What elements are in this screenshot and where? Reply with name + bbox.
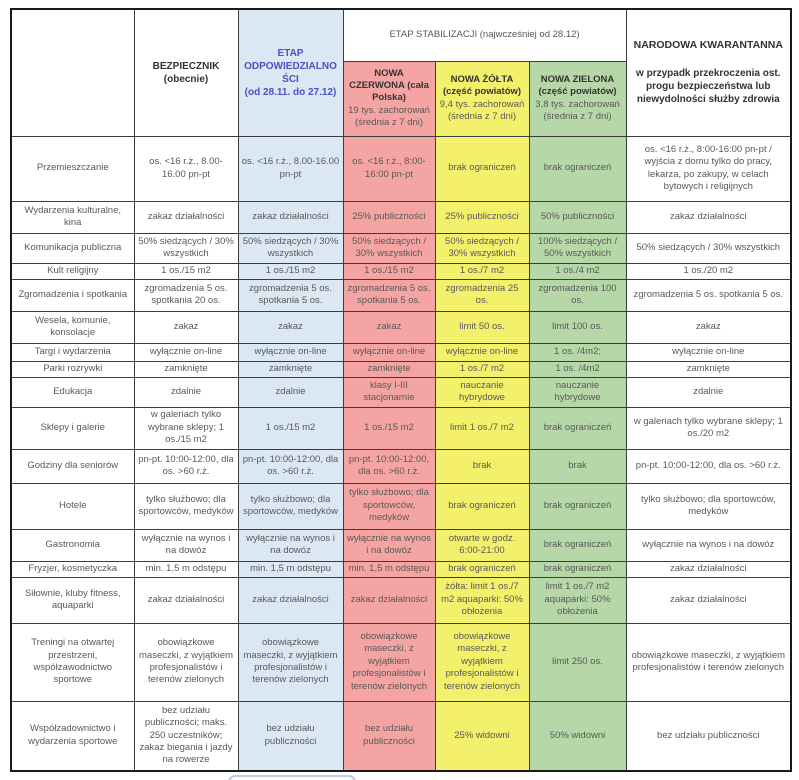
- cell: brak ograniczeń: [435, 561, 529, 577]
- corner-cell: [11, 9, 134, 136]
- col-header-narodowa-kwarantanna: [626, 9, 791, 136]
- cell: min. 1,5 m odstępu: [343, 561, 435, 577]
- col-header-etap-odpowiedzialnosci: [238, 9, 343, 136]
- cell: wyłącznie na wynos i na dowóz: [238, 529, 343, 561]
- cell: 1 os./7 m2: [435, 263, 529, 279]
- table-row: [11, 201, 791, 233]
- cell: bez udziału publiczności; maks. 250 uczestników; zakaz biegania i jazdy na rowerze: [134, 701, 238, 771]
- cell: os. <16 r.ż., 8.00-16.00 pn-pt: [238, 136, 343, 201]
- col-header-etap-stabilizacji: ETAP STABILIZACJI (najwcześniej od 28.12): [343, 9, 626, 61]
- zielona-sub: 3,8 tys. zachorowań (średnia z 7 dni): [535, 98, 620, 122]
- table-row: [11, 233, 791, 263]
- table-row: [11, 529, 791, 561]
- cell: zgromadzenia 100 os.: [529, 279, 626, 311]
- cell: zdalnie: [238, 377, 343, 407]
- selection-artifact: [228, 775, 356, 780]
- row-label: Godziny dla seniorów: [11, 449, 134, 483]
- cell: obowiązkowe maseczki, z wyjątkiem profesjonalistów i terenów zielonych: [343, 623, 435, 701]
- cell: zakaz działalności: [626, 577, 791, 623]
- row-label: Komunikacja publiczna: [11, 233, 134, 263]
- cell: brak: [529, 449, 626, 483]
- cell: 25% widowni: [435, 701, 529, 771]
- cell: 50% siedzących / 30% wszystkich: [238, 233, 343, 263]
- cell: obowiązkowe maseczki, z wyjątkiem profesjonalistów i terenów zielonych: [238, 623, 343, 701]
- cell: 1 os./15 m2: [238, 263, 343, 279]
- row-label: Wesela, komunie, konsolacje: [11, 311, 134, 343]
- cell: 50% siedzących / 30% wszystkich: [626, 233, 791, 263]
- row-label: Parki rozrywki: [11, 361, 134, 377]
- narodowa-sub: w przypadk przekroczenia ost. progu bezpieczeństwa lub niewydolności służby zdrowia: [636, 68, 781, 106]
- cell: 1 os./15 m2: [343, 263, 435, 279]
- narodowa-title: NARODOWA KWARANTANNA: [633, 39, 783, 52]
- cell: wyłącznie on-line: [238, 343, 343, 361]
- cell: zamknięte: [343, 361, 435, 377]
- cell: limit 100 os.: [529, 311, 626, 343]
- cell: zakaz działalności: [134, 201, 238, 233]
- cell: limit 1 os./7 m2: [435, 407, 529, 449]
- cell: nauczanie hybrydowe: [529, 377, 626, 407]
- cell: bez udziału publiczności: [343, 701, 435, 771]
- cell: zdalnie: [134, 377, 238, 407]
- cell: 25% publiczności: [343, 201, 435, 233]
- cell: wyłącznie on-line: [626, 343, 791, 361]
- table-row: [11, 136, 791, 201]
- cell: limit 1 os./7 m2 aquaparki: 50% obłożenia: [529, 577, 626, 623]
- cell: brak ograniczeń: [529, 529, 626, 561]
- cell: zakaz działalności: [238, 577, 343, 623]
- zielona-title: NOWA ZIELONA (część powiatów): [538, 73, 617, 98]
- table-row: [11, 623, 791, 701]
- cell: w galeriach tylko wybrane sklepy; 1 os./20 m2: [626, 407, 791, 449]
- cell: brak ograniczeń: [435, 136, 529, 201]
- cell: zakaz: [343, 311, 435, 343]
- table-row: [11, 343, 791, 361]
- cell: zdalnie: [626, 377, 791, 407]
- cell: brak: [435, 449, 529, 483]
- cell: wyłącznie na wynos i na dowóz: [626, 529, 791, 561]
- cell: wyłącznie on-line: [343, 343, 435, 361]
- row-label: Siłownie, kluby fitness, aquaparki: [11, 577, 134, 623]
- table-row: [11, 263, 791, 279]
- cell: zamknięte: [626, 361, 791, 377]
- table-row: [11, 279, 791, 311]
- cell: brak ograniczeń: [529, 483, 626, 529]
- cell: 1 os./20 m2: [626, 263, 791, 279]
- cell: zakaz działalności: [343, 577, 435, 623]
- table-row: [11, 377, 791, 407]
- cell: 100% siedzących / 50% wszystkich: [529, 233, 626, 263]
- cell: tylko służbowo; dla sportowców, medyków: [626, 483, 791, 529]
- cell: zakaz: [626, 311, 791, 343]
- row-label: Fryzjer, kosmetyczka: [11, 561, 134, 577]
- row-label: Hotele: [11, 483, 134, 529]
- czerwona-title: NOWA CZERWONA (cała Polska): [349, 67, 429, 104]
- cell: min. 1,5 m odstępu: [134, 561, 238, 577]
- cell: zamknięte: [134, 361, 238, 377]
- table-row: [11, 577, 791, 623]
- cell: 1 os./4 m2: [529, 263, 626, 279]
- cell: brak ograniczeń: [435, 483, 529, 529]
- cell: 1 os./7 m2: [435, 361, 529, 377]
- cell: brak ograniczeń: [529, 136, 626, 201]
- table-row: [11, 311, 791, 343]
- row-label: Przemieszczanie: [11, 136, 134, 201]
- cell: klasy I-III stacjonarnie: [343, 377, 435, 407]
- table-row: [11, 483, 791, 529]
- cell: 50% siedzących / 30% wszystkich: [343, 233, 435, 263]
- cell: zakaz: [238, 311, 343, 343]
- cell: limit 250 os.: [529, 623, 626, 701]
- cell: obowiązkowe maseczki, z wyjątkiem profesjonalistów i terenów zielonych: [626, 623, 791, 701]
- cell: 50% widowni: [529, 701, 626, 771]
- cell: zakaz działalności: [626, 561, 791, 577]
- cell: 50% publiczności: [529, 201, 626, 233]
- cell: wyłącznie na wynos i na dowóz: [134, 529, 238, 561]
- cell: pn-pt. 10:00-12:00, dla os. >60 r.ż.: [238, 449, 343, 483]
- cell: 1 os./15 m2: [134, 263, 238, 279]
- cell: obowiązkowe maseczki, z wyjątkiem profesjonalistów i terenów zielonych: [134, 623, 238, 701]
- etap-odp-title: ETAP ODPOWIEDZIALNOŚCI: [244, 47, 337, 85]
- cell: zgromadzenia 5 os. spotkania 5 os.: [343, 279, 435, 311]
- cell: zakaz działalności: [134, 577, 238, 623]
- cell: 50% siedzących / 30% wszystkich: [435, 233, 529, 263]
- cell: min. 1,5 m odstępu: [238, 561, 343, 577]
- cell: wyłącznie on-line: [134, 343, 238, 361]
- cell: limit 50 os.: [435, 311, 529, 343]
- cell: brak ograniczeń: [529, 561, 626, 577]
- row-label: Gastronomia: [11, 529, 134, 561]
- zone-header-czerwona: [343, 61, 435, 136]
- row-label: Wydarzenia kulturalne, kina: [11, 201, 134, 233]
- cell: 1 os. /4m2;: [529, 343, 626, 361]
- table-row: [11, 701, 791, 771]
- cell: tylko służbowo; dla sportowców, medyków: [343, 483, 435, 529]
- cell: bez udziału publiczności: [626, 701, 791, 771]
- row-label: Edukacja: [11, 377, 134, 407]
- restrictions-table: [10, 8, 792, 772]
- cell: 1 os./15 m2: [343, 407, 435, 449]
- table-row: [11, 361, 791, 377]
- cell: pn-pt. 10:00-12:00, dla os. >60 r.ż.: [343, 449, 435, 483]
- cell: zgromadzenia 5 os. spotkania 20 os.: [134, 279, 238, 311]
- cell: zgromadzenia 25 os.: [435, 279, 529, 311]
- row-label: Kult religijny: [11, 263, 134, 279]
- cell: os. <16 r.ż., 8:00-16:00 pn-pt / wyjścia z domu tylko do pracy, lekarza, po zakupy, w celach bytowych i religijnych: [626, 136, 791, 201]
- zone-header-zielona: [529, 61, 626, 136]
- cell: 1 os./15 m2: [238, 407, 343, 449]
- cell: wyłącznie na wynos i na dowóz: [343, 529, 435, 561]
- row-label: Targi i wydarzenia: [11, 343, 134, 361]
- cell: tylko służbowo; dla sportowców, medyków: [238, 483, 343, 529]
- cell: bez udziału publiczności: [238, 701, 343, 771]
- cell: zgromadzenia 5 os. spotkania 5 os.: [626, 279, 791, 311]
- cell: pn-pt. 10:00-12:00, dla os. >60 r.ż.: [626, 449, 791, 483]
- cell: wyłącznie on-line: [435, 343, 529, 361]
- cell: zakaz działalności: [626, 201, 791, 233]
- cell: w galeriach tylko wybrane sklepy; 1 os./15 m2: [134, 407, 238, 449]
- cell: os. <16 r.ż., 8:00-16:00 pn-pt: [343, 136, 435, 201]
- cell: 25% publiczności: [435, 201, 529, 233]
- bezpiecznik-sub: (obecnie): [163, 73, 209, 85]
- zone-header-zolta: [435, 61, 529, 136]
- cell: pn-pt. 10:00-12:00, dla os. >60 r.ż.: [134, 449, 238, 483]
- cell: zgromadzenia 5 os. spotkania 5 os.: [238, 279, 343, 311]
- header-row-1: [11, 9, 791, 61]
- col-header-bezpiecznik: [134, 9, 238, 136]
- cell: zamknięte: [238, 361, 343, 377]
- etap-odp-sub: (od 28.11. do 27.12): [244, 86, 337, 98]
- cell: 1 os. /4m2: [529, 361, 626, 377]
- cell: obowiązkowe maseczki, z wyjątkiem profesjonalistów i terenów zielonych: [435, 623, 529, 701]
- table-row: [11, 449, 791, 483]
- bezpiecznik-title: BEZPIECZNIK: [152, 60, 220, 72]
- zolta-title: NOWA ŻÓŁTA (część powiatów): [442, 73, 522, 98]
- cell: żółta: limit 1 os./7 m2 aquaparki: 50% obłożenia: [435, 577, 529, 623]
- cell: 50% siedzących / 30% wszystkich: [134, 233, 238, 263]
- czerwona-sub: 19 tys. zachorowań (średnia z 7 dni): [348, 104, 430, 129]
- cell: otwarte w godz. 6:00-21:00: [435, 529, 529, 561]
- zolta-sub: 9,4 tys. zachorowań (średnia z 7 dni): [439, 98, 525, 122]
- row-label: Treningi na otwartej przestrzeni, współzawodnictwo sportowe: [11, 623, 134, 701]
- row-label: Sklepy i galerie: [11, 407, 134, 449]
- cell: nauczanie hybrydowe: [435, 377, 529, 407]
- table-row: [11, 561, 791, 577]
- cell: tylko służbowo; dla sportowców, medyków: [134, 483, 238, 529]
- row-label: Współzadownictwo i wydarzenia sportowe: [11, 701, 134, 771]
- cell: os. <16 r.ż., 8.00-16.00 pn-pt: [134, 136, 238, 201]
- table-row: [11, 407, 791, 449]
- cell: brak ograniczeń: [529, 407, 626, 449]
- cell: zakaz działalności: [238, 201, 343, 233]
- cell: zakaz: [134, 311, 238, 343]
- row-label: Zgromadzenia i spotkania: [11, 279, 134, 311]
